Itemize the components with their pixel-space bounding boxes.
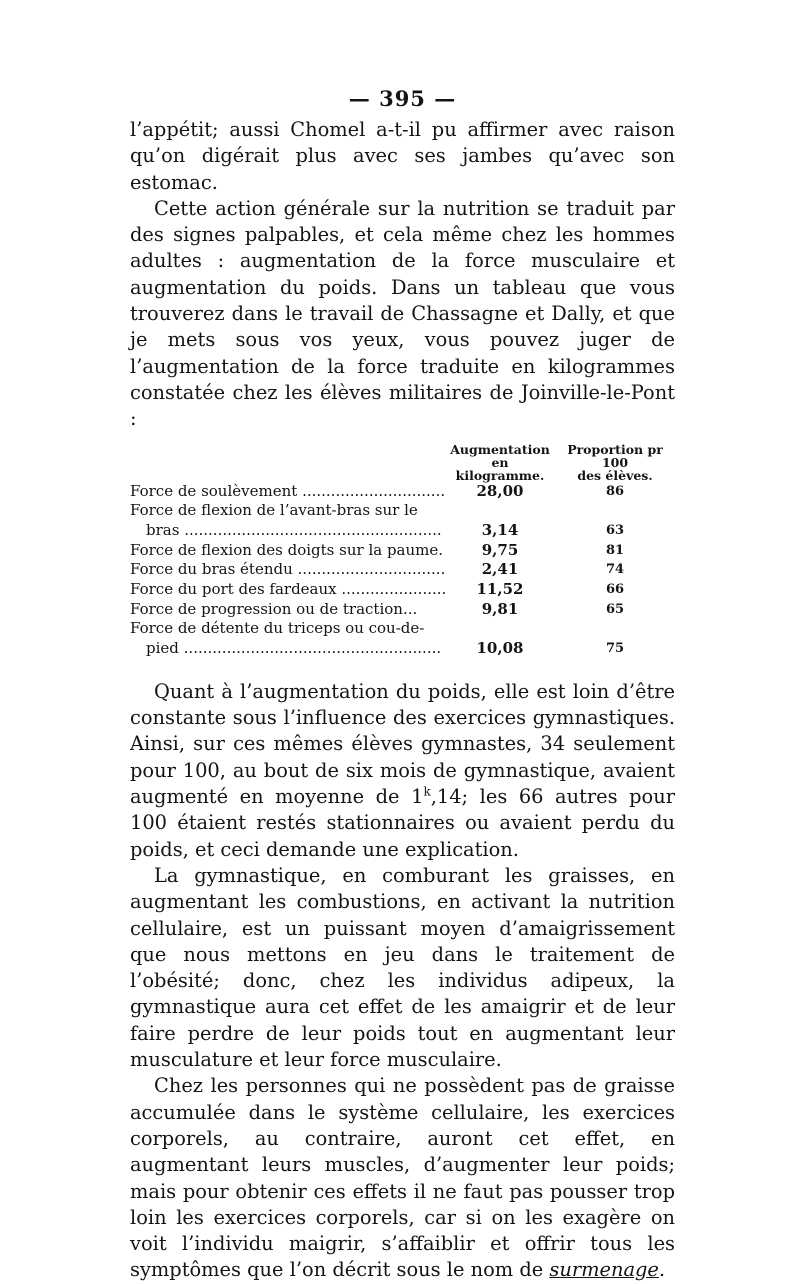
table-row xyxy=(130,501,675,521)
row-augmentation: 9,81 xyxy=(481,599,519,618)
table-row xyxy=(130,580,675,600)
row-proportion: 86 xyxy=(605,483,625,499)
paragraph-3: Quant à l’augmentation du poids, elle est loin d’être constante sous l’influence des exercices gymnastiques. Ainsi, sur ces mêmes élèves gymnastes, 34 seulement pour 100, au bout de six mois de gymnastique, avaient augmenté en moyenne de 1$^k$,14; les 66 autres pour 100 étaient restés stationnaires ou avaient perdu du poids, et ceci demande une explication. xyxy=(130,679,675,861)
term-surmenage: surmenage xyxy=(549,1258,659,1282)
paragraph-2: Cette action générale sur la nutrition se traduit par des signes palpables, et cela même chez les hommes adultes : augmentation de la force musculaire et augmentation du poids. Dans un tableau que vous trouverez dans le travail de Chassagne et Dally, et que je mets sous vos yeux, vous pouvez juger de l’augmentation de la force traduite en kilogrammes constatée chez les élèves militaires de Joinville-le-Pont : xyxy=(130,196,675,431)
table-row-continued xyxy=(130,639,675,659)
row-label-continued: pied ..... xyxy=(130,639,445,659)
row-label: Force du bras étendu ..... xyxy=(130,560,445,580)
page-number: — 395 — xyxy=(348,86,457,111)
row-label: Force de soulèvement ..... xyxy=(130,482,445,502)
row-proportion: 81 xyxy=(605,542,625,558)
paragraph-1: l’appétit; aussi Chomel a-t-il pu affirmer avec raison qu’on digérait plus avec ses jambes qu’avec son estomac. xyxy=(130,118,675,194)
row-label: Force du port des fardeaux ..... xyxy=(130,580,445,600)
row-augmentation: 10,08 xyxy=(476,639,524,658)
row-augmentation: 2,41 xyxy=(481,560,519,579)
row-label: Force de flexion de l’avant-bras sur le xyxy=(130,501,418,520)
table-row xyxy=(130,482,675,502)
paragraph-5: Chez les personnes qui ne possèdent pas de graisse accumulée dans le système cellulaire, les exercices corporels, au contraire, auront cet effet, en augmentant leurs muscles, d’augmenter leur poids; mais pour obtenir ces effets il ne faut pas pousser trop loin les exercices corporels, car si on les exagère on voit l’individu maigrir, s’affaiblir et offrir tous les symptômes que l’on décrit sous le nom de surmenage. xyxy=(130,1074,675,1282)
row-augmentation: 11,52 xyxy=(476,580,524,599)
row-augmentation: 28,00 xyxy=(476,481,524,500)
force-table xyxy=(130,443,675,659)
row-proportion: 63 xyxy=(605,522,625,538)
row-label-continued: bras ..... xyxy=(130,521,445,541)
header-proportion: Proportion pr 100 des élèves. xyxy=(567,441,663,483)
table-header xyxy=(130,443,675,482)
row-proportion: 65 xyxy=(605,601,625,617)
table-row-continued xyxy=(130,521,675,541)
row-label: Force de détente du triceps ou cou-de- xyxy=(130,619,425,638)
paragraph-4: La gymnastique, en comburant les graisses, en augmentant les combustions, en activant la nutrition cellulaire, est un puissant moyen d’amaigrissement que nous mettons en jeu dans le traitement de l’obésité; donc, chez les individus adipeux, la gymnastique aura cet effet de les amaigrir et de leur faire perdre de leur poids tout en augmentant leur musculature et leur force musculaire. xyxy=(130,863,675,1072)
row-augmentation: 9,75 xyxy=(481,540,519,559)
row-proportion: 74 xyxy=(605,562,625,578)
table-row xyxy=(130,600,675,620)
table-row xyxy=(130,619,675,639)
row-augmentation: 3,14 xyxy=(481,520,519,539)
row-label: Force de progression ou de traction... xyxy=(130,599,418,618)
header-augmentation: Augmentation en kilogramme. xyxy=(450,441,550,483)
row-label: Force de flexion des doigts sur la paume. xyxy=(130,540,444,559)
row-proportion: 75 xyxy=(605,641,625,657)
table-row xyxy=(130,541,675,561)
table-row xyxy=(130,560,675,580)
row-proportion: 66 xyxy=(605,582,625,598)
book-page xyxy=(130,86,675,1284)
